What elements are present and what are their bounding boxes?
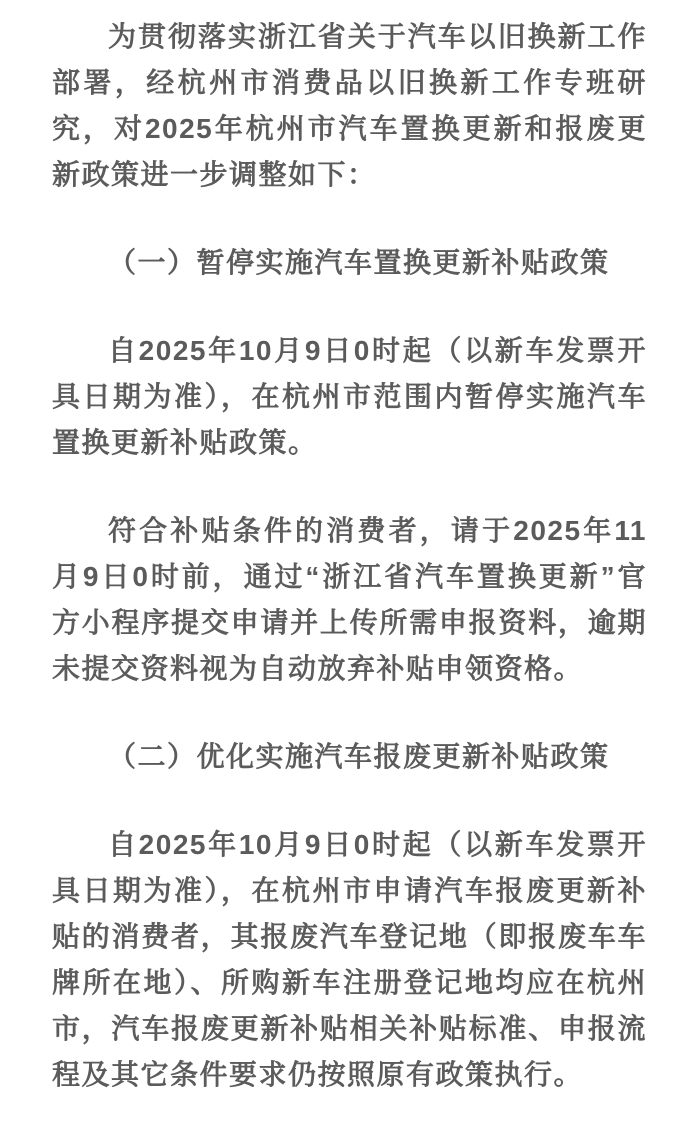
- section-2-title: （二）优化实施汽车报废更新补贴政策: [108, 741, 610, 772]
- section-1-para-1: 自2025年10月9日0时起（以新车发票开具日期为准），在杭州市范围内暂停实施汽车置换更新补贴政策。: [52, 335, 647, 458]
- section-1-title: （一）暂停实施汽车置换更新补贴政策: [108, 247, 610, 278]
- intro-paragraph: 为贯彻落实浙江省关于汽车以旧换新工作部署，经杭州市消费品以旧换新工作专班研究，对2025年杭州市汽车置换更新和报废更新政策进一步调整如下：: [52, 21, 647, 190]
- section-2-para-1: 自2025年10月9日0时起（以新车发票开具日期为准），在杭州市申请汽车报废更新补贴的消费者，其报废汽车登记地（即报废车车牌所在地）、所购新车注册登记地均应在杭州市，汽车报废更新补贴相关补贴标准、申报流程及其它条件要求仍按照原有政策执行。: [52, 829, 647, 1090]
- section-1-para-2: 符合补贴条件的消费者，请于2025年11月9日0时前，通过“浙江省汽车置换更新”官方小程序提交申请并上传所需申报资料，逾期未提交资料视为自动放弃补贴申领资格。: [52, 515, 647, 684]
